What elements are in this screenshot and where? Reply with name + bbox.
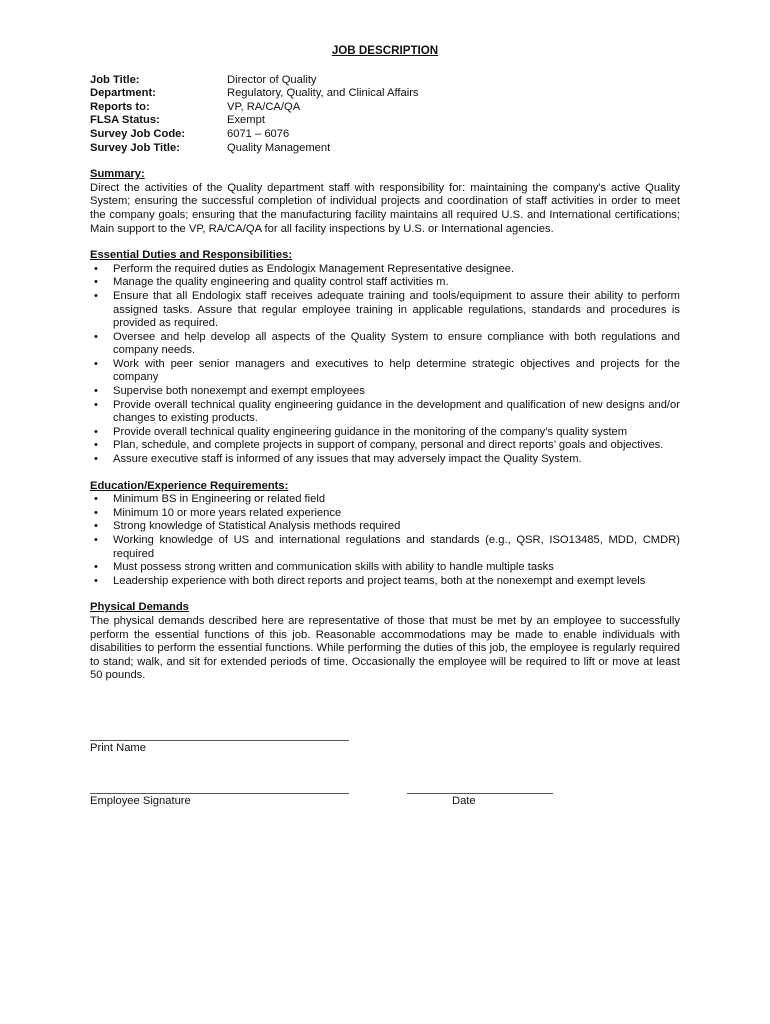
list-item: • Leadership experience with both direct reports and project teams, both at the nonexempt and exempt levels bbox=[90, 575, 680, 589]
list-item: • Provide overall technical quality engineering guidance in the development and qualification of new designs and/or changes to existing products. bbox=[90, 399, 680, 426]
job-description-document bbox=[90, 44, 680, 696]
bullet-icon: • bbox=[94, 276, 98, 289]
info-value: 6071 – 6076 bbox=[227, 127, 290, 140]
info-label: FLSA Status: bbox=[90, 114, 160, 127]
bullet-icon: • bbox=[94, 385, 98, 398]
info-label: Department: bbox=[90, 87, 156, 100]
employee-signature-line[interactable] bbox=[90, 793, 349, 794]
bullet-icon: • bbox=[94, 425, 98, 438]
bullet-icon: • bbox=[94, 398, 98, 411]
info-label: Survey Job Title: bbox=[90, 141, 180, 154]
physical-demands-heading: Physical Demands bbox=[90, 601, 189, 614]
list-item: • Strong knowledge of Statistical Analysis methods required bbox=[90, 520, 680, 534]
date-line[interactable] bbox=[407, 793, 553, 794]
bullet-icon: • bbox=[94, 520, 98, 533]
duties-list bbox=[90, 263, 680, 467]
info-label: Job Title: bbox=[90, 73, 140, 86]
list-item: • Work with peer senior managers and executives to help determine strategic objectives and projects for the company bbox=[90, 358, 680, 385]
info-label: Reports to: bbox=[90, 100, 150, 113]
info-value: Regulatory, Quality, and Clinical Affairs bbox=[227, 87, 419, 100]
list-item: • Working knowledge of US and international regulations and standards (e.g., QSR, ISO13485, MDD, CMDR) required bbox=[90, 534, 680, 561]
info-label: Survey Job Code: bbox=[90, 127, 186, 140]
list-item: • Oversee and help develop all aspects of the Quality System to ensure compliance with both regulations and company needs. bbox=[90, 331, 680, 358]
list-item: • Assure executive staff is informed of any issues that may adversely impact the Quality System. bbox=[90, 453, 680, 467]
bullet-icon: • bbox=[94, 453, 98, 466]
bullet-icon: • bbox=[94, 357, 98, 370]
physical-demands-text: The physical demands described here are representative of those that must be met by an employee to successfully perform the essential functions of this job. Reasonable accommodations may be made to enable individuals with disabilities to perform the essential functions. While performing the duties of this job, the employee is regularly required to stand; walk, and sit for extended periods of time. Occasionally the employee will be required to lift or move at least 50 pounds. bbox=[90, 614, 680, 682]
bullet-icon: • bbox=[94, 506, 98, 519]
date-label: Date bbox=[452, 795, 476, 807]
bullet-icon: • bbox=[94, 493, 98, 506]
list-item: • Supervise both nonexempt and exempt employees bbox=[90, 385, 680, 399]
list-item: • Perform the required duties as Endologix Management Representative designee. bbox=[90, 263, 680, 277]
employee-signature-label: Employee Signature bbox=[90, 795, 191, 807]
duties-heading: Essential Duties and Responsibilities: bbox=[90, 249, 293, 262]
bullet-icon: • bbox=[94, 330, 98, 343]
info-value: Quality Management bbox=[227, 141, 331, 154]
print-name-label: Print Name bbox=[90, 742, 146, 754]
info-value: VP, RA/CA/QA bbox=[227, 100, 301, 113]
education-list bbox=[90, 493, 680, 588]
bullet-icon: • bbox=[94, 534, 98, 546]
info-value: Exempt bbox=[227, 114, 265, 127]
info-value: Director of Quality bbox=[227, 73, 317, 86]
job-info-table bbox=[90, 74, 680, 156]
summary-section bbox=[90, 168, 680, 236]
duties-section bbox=[90, 249, 680, 467]
list-item: • Must possess strong written and communication skills with ability to handle multiple tasks bbox=[90, 561, 680, 575]
bullet-icon: • bbox=[94, 262, 98, 275]
document-title: JOB DESCRIPTION bbox=[331, 44, 439, 57]
print-name-line[interactable] bbox=[90, 740, 349, 741]
list-item: • Ensure that all Endologix staff receives adequate training and tools/equipment to assure their ability to perform assigned tasks. Assure that regular employee training in applicable regulations, standards and procedures is provided as required. bbox=[90, 290, 680, 331]
list-item: • Provide overall technical quality engineering guidance in the monitoring of the company’s quality system bbox=[90, 426, 680, 440]
education-heading: Education/Experience Requirements: bbox=[90, 479, 289, 492]
bullet-icon: • bbox=[94, 561, 98, 574]
list-item: • Minimum BS in Engineering or related field bbox=[90, 493, 680, 507]
physical-demands-section bbox=[90, 601, 680, 683]
summary-text: Direct the activities of the Quality department staff with responsibility for: maintaining the company's active Quality System; ensuring the successful completion of individual projects and coordination of staff activities in order to meet the company goals; ensuring that the manufacturing facility maintains all required U.S. and International certifications; Main support to the VP, RA/CA/QA for all facility inspections by U.S. or International agencies. bbox=[90, 181, 680, 235]
list-item: • Minimum 10 or more years related experience bbox=[90, 507, 680, 521]
summary-heading: Summary: bbox=[90, 168, 145, 181]
education-section bbox=[90, 480, 680, 589]
list-item: • Manage the quality engineering and quality control staff activities m. bbox=[90, 276, 680, 290]
bullet-icon: • bbox=[94, 574, 98, 587]
bullet-icon: • bbox=[94, 439, 98, 452]
bullet-icon: • bbox=[94, 289, 98, 302]
list-item: • Plan, schedule, and complete projects in support of company, personal and direct reports’ goals and objectives. bbox=[90, 439, 680, 453]
